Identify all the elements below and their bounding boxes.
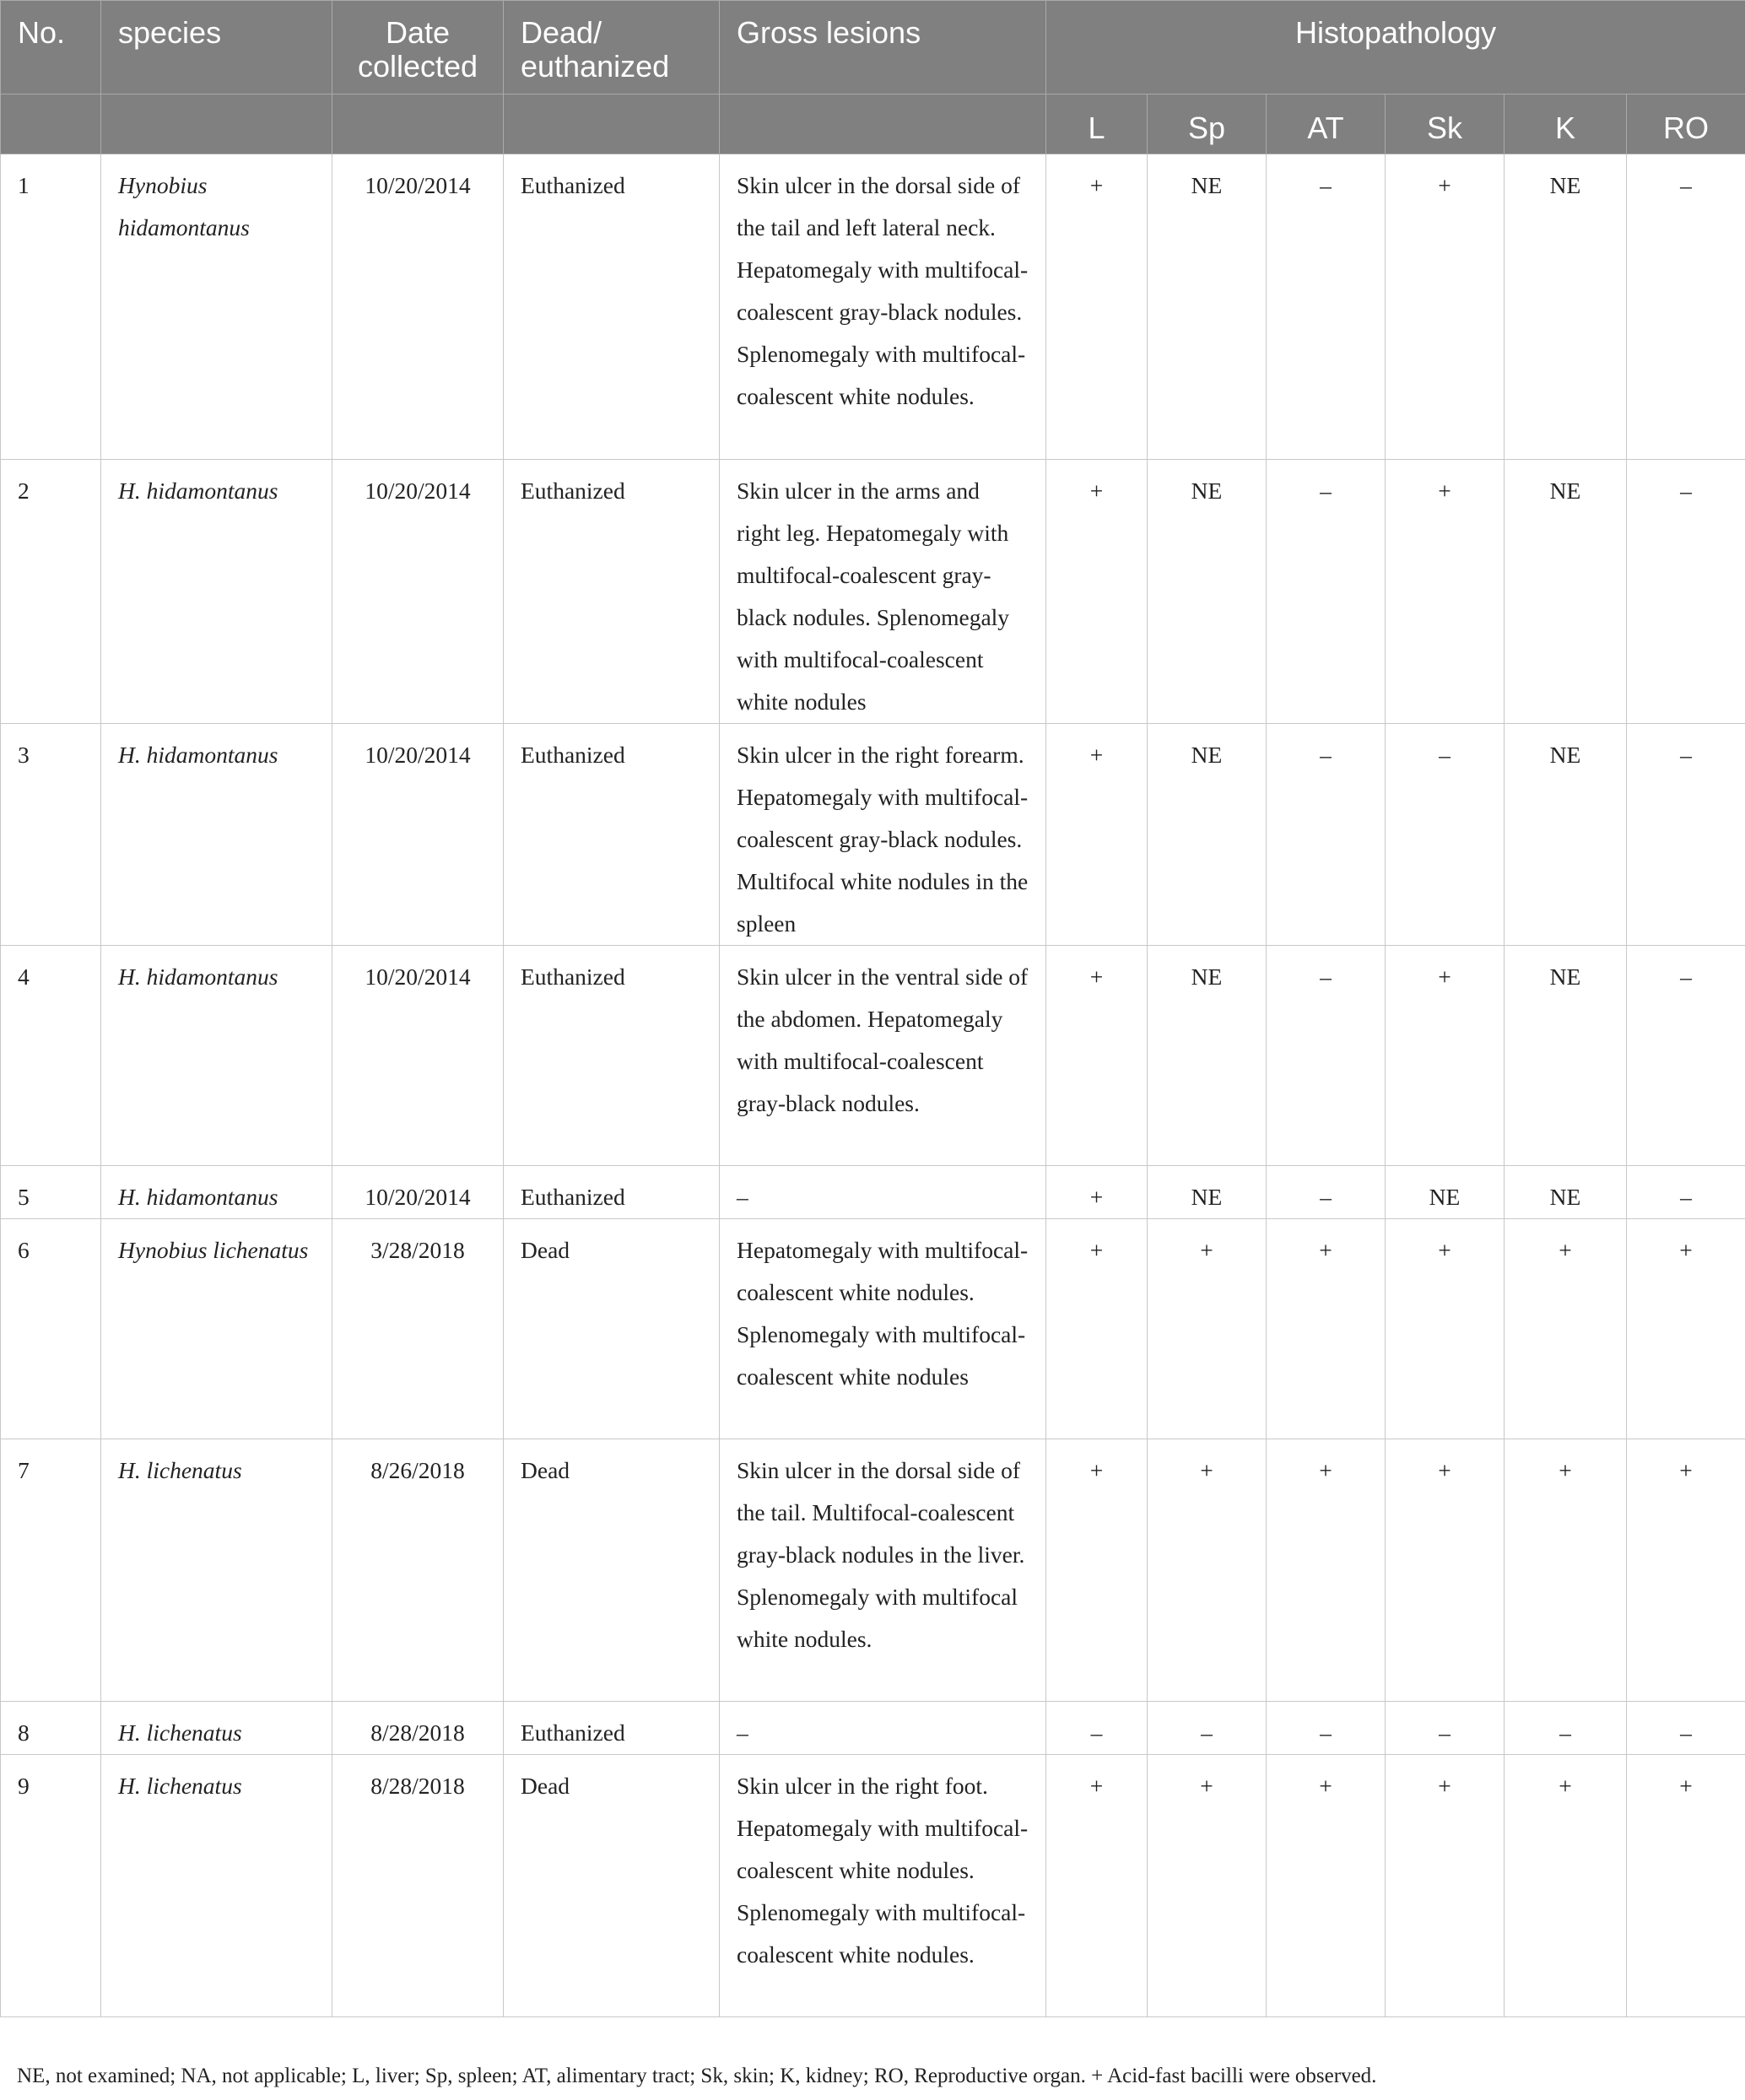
- histo-ro-cell: –: [1627, 1702, 1745, 1755]
- species-cell: H. hidamontanus: [101, 724, 332, 946]
- table-footnote: NE, not examined; NA, not applicable; L, liver; Sp, spleen; AT, alimentary tract; Sk, skin; K, kidney; RO, Reproductive organ. + Acid-fast bacilli were observed.: [17, 2065, 1377, 2087]
- histo-k-cell: NE: [1505, 154, 1627, 460]
- histo-k-cell: +: [1505, 1219, 1627, 1439]
- gross-lesions-cell: –: [720, 1702, 1046, 1755]
- status-cell: Dead: [504, 1755, 720, 2017]
- gross-lesions-cell: Skin ulcer in the right forearm. Hepatomegaly with multifocal-coalescent gray-black nodules. Multifocal white nodules in the spleen: [720, 724, 1046, 946]
- histo-l-cell: +: [1046, 946, 1148, 1166]
- subheader-ro: RO: [1627, 94, 1745, 154]
- header-dead-euthanized: Dead/ euthanized: [504, 1, 720, 94]
- histo-k-cell: +: [1505, 1755, 1627, 2017]
- histo-l-cell: +: [1046, 154, 1148, 460]
- histo-ro-cell: –: [1627, 724, 1745, 946]
- table-row: [1, 1755, 1745, 2017]
- histo-at-cell: –: [1267, 724, 1386, 946]
- histo-l-cell: +: [1046, 1219, 1148, 1439]
- histo-at-cell: –: [1267, 1166, 1386, 1219]
- date-cell: 10/20/2014: [332, 154, 504, 460]
- histo-k-cell: NE: [1505, 1166, 1627, 1219]
- header-row: [1, 1, 1745, 94]
- row-number: 7: [1, 1439, 101, 1702]
- histo-ro-cell: +: [1627, 1755, 1745, 2017]
- row-number: 1: [1, 154, 101, 460]
- status-cell: Dead: [504, 1219, 720, 1439]
- status-cell: Euthanized: [504, 724, 720, 946]
- histo-ro-cell: –: [1627, 946, 1745, 1166]
- subheader-sp: Sp: [1148, 94, 1267, 154]
- subheader-k: K: [1505, 94, 1627, 154]
- status-cell: Euthanized: [504, 946, 720, 1166]
- header-species: species: [101, 1, 332, 94]
- row-number: 4: [1, 946, 101, 1166]
- histo-at-cell: +: [1267, 1755, 1386, 2017]
- gross-lesions-cell: Skin ulcer in the ventral side of the abdomen. Hepatomegaly with multifocal-coalescent gray-black nodules.: [720, 946, 1046, 1166]
- histo-k-cell: NE: [1505, 946, 1627, 1166]
- histo-k-cell: NE: [1505, 460, 1627, 724]
- histo-at-cell: –: [1267, 946, 1386, 1166]
- histo-l-cell: –: [1046, 1702, 1148, 1755]
- header-histopathology: Histopathology: [1046, 1, 1745, 94]
- status-cell: Euthanized: [504, 1166, 720, 1219]
- header-no: No.: [1, 1, 101, 94]
- histo-ro-cell: –: [1627, 154, 1745, 460]
- histo-sp-cell: NE: [1148, 1166, 1267, 1219]
- table-body: [1, 154, 1745, 2017]
- histo-sp-cell: +: [1148, 1755, 1267, 2017]
- table-row: [1, 1166, 1745, 1219]
- species-cell: Hynobius lichenatus: [101, 1219, 332, 1439]
- status-cell: Euthanized: [504, 154, 720, 460]
- table-row: [1, 1702, 1745, 1755]
- gross-lesions-cell: Skin ulcer in the dorsal side of the tail. Multifocal-coalescent gray-black nodules in the liver. Splenomegaly with multifocal white nodules.: [720, 1439, 1046, 1702]
- gross-lesions-cell: Hepatomegaly with multifocal-coalescent white nodules. Splenomegaly with multifocal-coalescent white nodules: [720, 1219, 1046, 1439]
- status-cell: Euthanized: [504, 1702, 720, 1755]
- table-row: [1, 460, 1745, 724]
- gross-lesions-cell: Skin ulcer in the arms and right leg. Hepatomegaly with multifocal-coalescent gray-black nodules. Splenomegaly with multifocal-coalescent white nodules: [720, 460, 1046, 724]
- date-cell: 10/20/2014: [332, 724, 504, 946]
- histo-sp-cell: +: [1148, 1219, 1267, 1439]
- row-number: 5: [1, 1166, 101, 1219]
- histo-l-cell: +: [1046, 1755, 1148, 2017]
- status-cell: Euthanized: [504, 460, 720, 724]
- row-number: 2: [1, 460, 101, 724]
- histo-sk-cell: +: [1386, 1439, 1505, 1702]
- histo-sp-cell: NE: [1148, 946, 1267, 1166]
- histo-sk-cell: +: [1386, 154, 1505, 460]
- table-row: [1, 1219, 1745, 1439]
- histo-l-cell: +: [1046, 724, 1148, 946]
- gross-lesions-cell: Skin ulcer in the right foot. Hepatomegaly with multifocal-coalescent white nodules. Splenomegaly with multifocal- coalescent white nodules.: [720, 1755, 1046, 2017]
- date-cell: 10/20/2014: [332, 946, 504, 1166]
- gross-lesions-cell: –: [720, 1166, 1046, 1219]
- subheader-sk: Sk: [1386, 94, 1505, 154]
- subheader-row: [1, 94, 1745, 154]
- histo-ro-cell: +: [1627, 1439, 1745, 1702]
- gross-lesions-cell: Skin ulcer in the dorsal side of the tail and left lateral neck. Hepatomegaly with multifocal-coalescent gray-black nodules. Splenomegaly with multifocal-coalescent white nodules.: [720, 154, 1046, 460]
- histo-sk-cell: +: [1386, 1755, 1505, 2017]
- date-cell: 3/28/2018: [332, 1219, 504, 1439]
- row-number: 9: [1, 1755, 101, 2017]
- table-row: [1, 1439, 1745, 1702]
- histo-sp-cell: –: [1148, 1702, 1267, 1755]
- histo-sk-cell: +: [1386, 1219, 1505, 1439]
- subheader-at: AT: [1267, 94, 1386, 154]
- histo-sk-cell: NE: [1386, 1166, 1505, 1219]
- histo-ro-cell: +: [1627, 1219, 1745, 1439]
- row-number: 6: [1, 1219, 101, 1439]
- date-cell: 8/28/2018: [332, 1702, 504, 1755]
- histo-ro-cell: –: [1627, 460, 1745, 724]
- histo-l-cell: +: [1046, 460, 1148, 724]
- histo-sk-cell: +: [1386, 460, 1505, 724]
- histo-at-cell: –: [1267, 1702, 1386, 1755]
- histo-sk-cell: +: [1386, 946, 1505, 1166]
- subheader-l: L: [1046, 94, 1148, 154]
- table-row: [1, 724, 1745, 946]
- species-cell: H. lichenatus: [101, 1702, 332, 1755]
- histo-at-cell: –: [1267, 154, 1386, 460]
- histo-ro-cell: –: [1627, 1166, 1745, 1219]
- histo-sk-cell: –: [1386, 724, 1505, 946]
- species-cell: H. hidamontanus: [101, 1166, 332, 1219]
- species-cell: H. lichenatus: [101, 1755, 332, 2017]
- histo-at-cell: +: [1267, 1219, 1386, 1439]
- histo-k-cell: +: [1505, 1439, 1627, 1702]
- header-gross-lesions: Gross lesions: [720, 1, 1046, 94]
- histo-k-cell: NE: [1505, 724, 1627, 946]
- histo-sp-cell: NE: [1148, 724, 1267, 946]
- date-cell: 10/20/2014: [332, 460, 504, 724]
- species-cell: H. hidamontanus: [101, 460, 332, 724]
- table-row: [1, 946, 1745, 1166]
- species-cell: H. hidamontanus: [101, 946, 332, 1166]
- histo-sk-cell: –: [1386, 1702, 1505, 1755]
- species-cell: H. lichenatus: [101, 1439, 332, 1702]
- histo-at-cell: –: [1267, 460, 1386, 724]
- status-cell: Dead: [504, 1439, 720, 1702]
- histo-l-cell: +: [1046, 1166, 1148, 1219]
- row-number: 3: [1, 724, 101, 946]
- header-date-collected: Date collected: [332, 1, 504, 94]
- date-cell: 10/20/2014: [332, 1166, 504, 1219]
- table-row: [1, 154, 1745, 460]
- histo-l-cell: +: [1046, 1439, 1148, 1702]
- histo-sp-cell: +: [1148, 1439, 1267, 1702]
- date-cell: 8/26/2018: [332, 1439, 504, 1702]
- histo-at-cell: +: [1267, 1439, 1386, 1702]
- row-number: 8: [1, 1702, 101, 1755]
- histo-sp-cell: NE: [1148, 154, 1267, 460]
- species-cell: Hynobius hidamontanus: [101, 154, 332, 460]
- date-cell: 8/28/2018: [332, 1755, 504, 2017]
- histo-k-cell: –: [1505, 1702, 1627, 1755]
- histo-sp-cell: NE: [1148, 460, 1267, 724]
